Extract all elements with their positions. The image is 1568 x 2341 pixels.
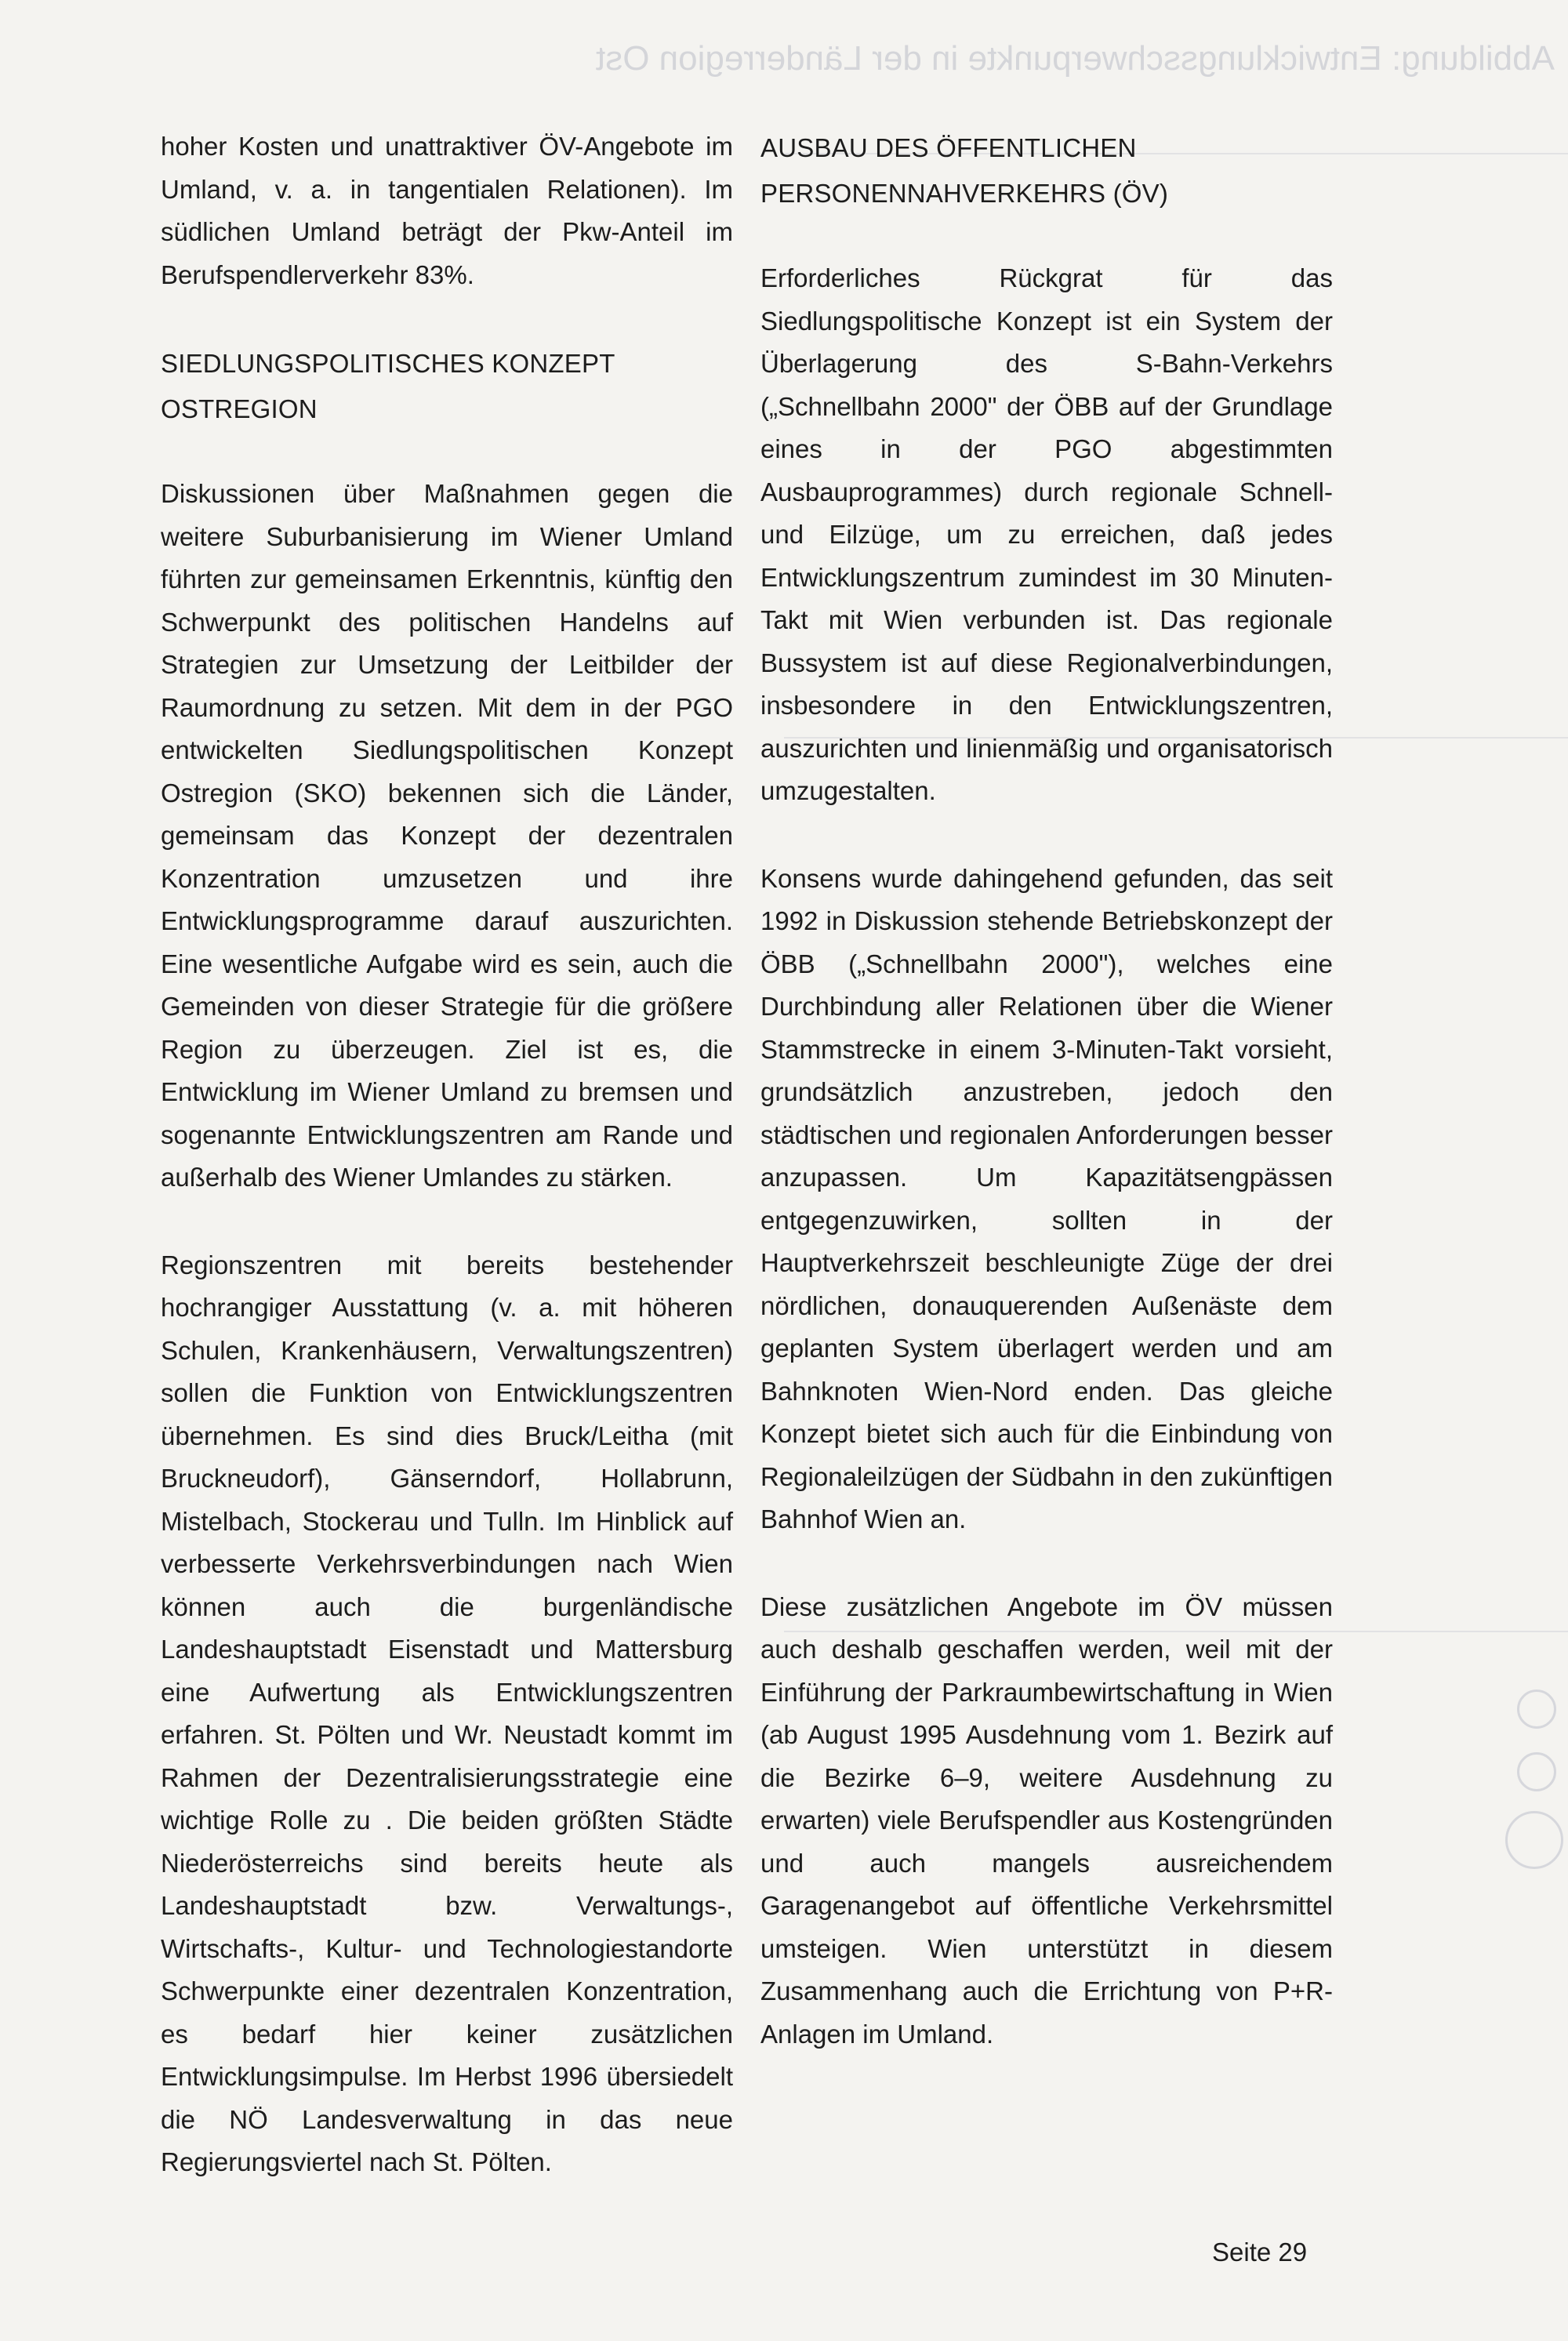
section-heading-oev-ausbau: AUSBAU DES ÖFFENTLICHEN PERSONENNAHVERKEHRS (ÖV) xyxy=(760,133,1169,208)
page-number: Seite 29 xyxy=(1212,2238,1308,2267)
right-paragraph-3: Diese zusätzlichen Angebote im ÖV müssen auch deshalb geschaffen werden, weil mit der Einführung der Parkraumbewirtschaftung in Wien (ab August 1995 Ausdehnung vom 1. Bezirk auf die Bezirke 6–9, weitere Ausdehnung zu erwarten) viele Berufspendler aus Kostengründen und auch mangels ausreichendem Garagenangebot auf öffentliche Verkehrsmittel umsteigen. Wien unterstützt in diesem Zusammenhang auch die Errichtung von P+R-Anlagen im Umland. xyxy=(760,1592,1333,2049)
left-paragraph-2: Regionszentren mit bereits bestehender hochrangiger Ausstattung (v. a. mit höheren Schulen, Krankenhäusern, Verwaltungszentren) sollen die Funktion von Entwicklungszentren übernehmen. Es sind dies Bruck/Leitha (mit Bruckneudorf), Gänserndorf, Hollabrunn, Mistelbach, Stockerau und Tulln. Im Hinblick auf verbesserte Verkehrsverbindungen nach Wien können auch die burgenländische Landeshauptstadt Eisenstadt und Mattersburg eine Aufwertung als Entwicklungszentren erfahren. St. Pölten und Wr. Neustadt kommt im Rahmen der Dezentralisierungsstrategie eine wichtige Rolle zu . Die beiden größten Städte Niederösterreichs sind bereits heute als Landeshauptstadt bzw. Verwaltungs-, Wirtschafts-, Kultur- und Technologiestandorte Schwerpunkte einer dezentralen Konzentration, es bedarf hier keiner zusätzlichen Entwicklungsimpulse. Im Herbst 1996 übersiedelt die NÖ Landesverwaltung in das neue Regierungsviertel nach St. Pölten. xyxy=(161,1250,733,2176)
right-paragraph-1: Erforderliches Rückgrat für das Siedlungspolitische Konzept ist ein System der Überlagerung des S-Bahn-Verkehrs („Schnellbahn 2000" der ÖBB auf der Grundlage eines in der PGO abgestimmten Ausbauprogrammes) durch regionale Schnell- und Eilzüge, um zu erreichen, daß jedes Entwicklungszentrum zumindest im 30 Minuten-Takt mit Wien verbunden ist. Das regionale Bussystem ist auf diese Regionalverbindungen, insbesondere in den Entwicklungszentren, auszurichten und linienmäßig und organisatorisch umzugestalten. xyxy=(760,263,1333,805)
right-column xyxy=(760,125,1333,2100)
show-through-title: Abbildung: Entwicklungsschwerpunkte in der Länderregion Ost xyxy=(596,39,1555,78)
left-paragraph-1: Diskussionen über Maßnahmen gegen die weitere Suburbanisierung im Wiener Umland führten zur gemeinsamen Erkenntnis, künftig den Schwerpunkt des politischen Handelns auf Strategien zur Umsetzung der Leitbilder der Raumordnung zu setzen. Mit dem in der PGO entwickelten Siedlungspolitischen Konzept Ostregion (SKO) bekennen sich die Länder, gemeinsam das Konzept der dezentralen Konzentration umzusetzen und ihre Entwicklungsprogramme darauf auszurichten. Eine wesentliche Aufgabe wird es sein, auch die Gemeinden von dieser Strategie für die größere Region zu überzeugen. Ziel ist es, die Entwicklung im Wiener Umland zu bremsen und sogenannte Entwicklungszentren am Rande und außerhalb des Wiener Umlandes zu stärken. xyxy=(161,479,733,1192)
left-intro-paragraph: hoher Kosten und unattraktiver ÖV-Angebote im Umland, v. a. in tangentialen Relationen). Im südlichen Umland beträgt der Pkw-Anteil im Berufspendlerverkehr 83%. xyxy=(161,132,733,289)
show-through-circle xyxy=(1517,1690,1556,1729)
right-paragraph-2: Konsens wurde dahingehend gefunden, das seit 1992 in Diskussion stehende Betriebskonzept der ÖBB („Schnellbahn 2000"), welches eine Durchbindung aller Relationen über die Wiener Stammstrecke in einem 3-Minuten-Takt vorsieht, grundsätzlich anzustreben, jedoch den städtischen und regionalen Anforderungen besser anzupassen. Um Kapazitätsengpässen entgegenzuwirken, sollten in der Hauptverkehrszeit beschleunigte Züge der drei nördlichen, donauquerenden Außenäste dem geplanten System überlagert werden und am Bahnknoten Wien-Nord enden. Das gleiche Konzept bietet sich auch für die Einbindung von Regionaleilzügen der Südbahn in den zukünftigen Bahnhof Wien an. xyxy=(760,863,1333,1533)
section-heading-siedlungspolitik: SIEDLUNGSPOLITISCHES KONZEPT OSTREGION xyxy=(161,349,615,423)
show-through-circle xyxy=(1505,1811,1563,1869)
left-column xyxy=(161,125,733,2229)
show-through-circle xyxy=(1517,1752,1556,1791)
